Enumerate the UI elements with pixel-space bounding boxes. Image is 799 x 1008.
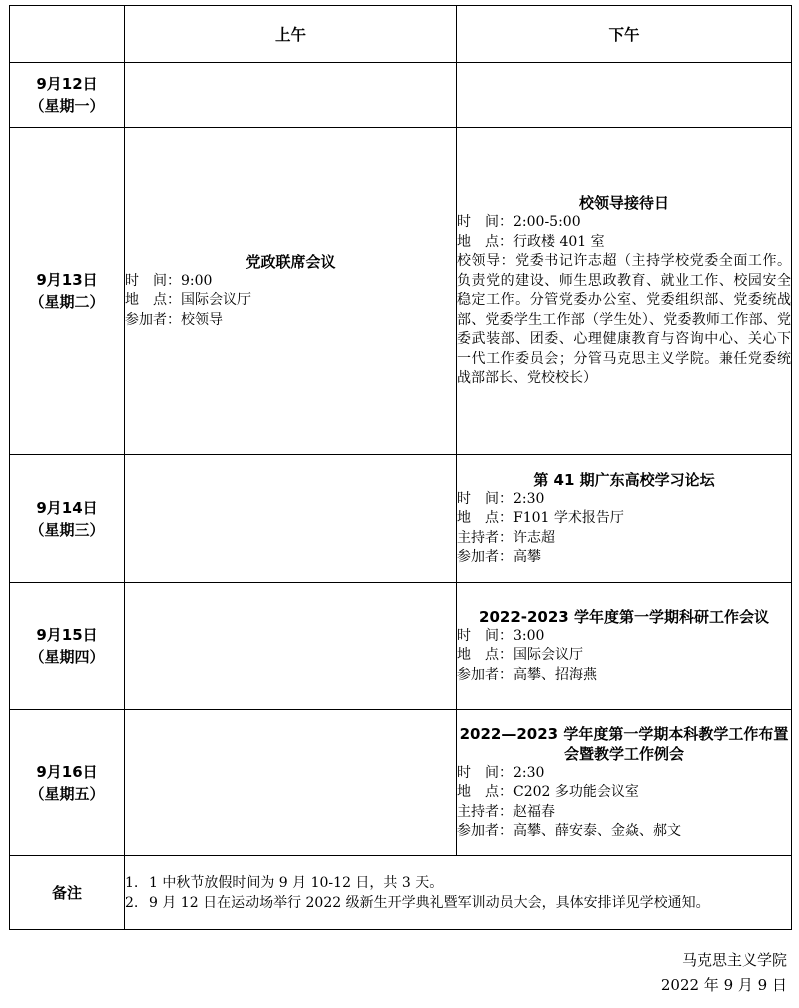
schedule-table xyxy=(9,5,792,930)
event-location: 地 点：国际会议厅 xyxy=(457,647,583,664)
am-cell xyxy=(125,583,457,710)
pm-cell xyxy=(457,583,792,710)
issuing-organization: 马克思主义学院 xyxy=(681,951,787,969)
note-number: 2. xyxy=(125,894,139,911)
pm-cell xyxy=(457,128,792,455)
weekday-label: （星期三） xyxy=(29,520,105,539)
table-row xyxy=(10,583,792,710)
event-location: 地 点：国际会议厅 xyxy=(125,292,251,309)
event-time: 时 间：3:00 xyxy=(457,627,545,644)
header-blank-cell xyxy=(10,6,125,63)
date-cell xyxy=(10,128,125,455)
signature-block xyxy=(661,948,787,998)
table-row xyxy=(10,128,792,455)
date-label: 9月12日 xyxy=(36,75,98,93)
date-cell xyxy=(10,710,125,856)
table-row xyxy=(10,455,792,583)
date-label: 9月14日 xyxy=(36,498,98,517)
table-row xyxy=(10,710,792,856)
note-text: 1 中秋节放假时间为 9 月 10-12 日，共 3 天。 xyxy=(149,874,444,891)
date-label: 9月15日 xyxy=(36,626,98,644)
event-time: 时 间：9:00 xyxy=(125,272,213,289)
weekday-label: （星期四） xyxy=(29,648,105,666)
event-title: 校领导接待日 xyxy=(578,194,669,213)
event-title: 党政联席会议 xyxy=(245,252,336,271)
table-row xyxy=(10,63,792,128)
date-label: 9月16日 xyxy=(36,762,98,781)
weekday-label: （星期五） xyxy=(29,784,105,803)
event-participants: 参加者：校领导 xyxy=(125,311,223,328)
header-pm: 下午 xyxy=(457,6,792,63)
notes-label: 备注 xyxy=(10,856,125,930)
event-participants: 参加者：高攀、招海燕 xyxy=(457,666,597,683)
event-title: 2022—2023 学年度第一学期本科教学工作布置会暨教学工作例会 xyxy=(459,724,789,763)
note-number: 1. xyxy=(125,874,139,891)
event-host: 主持者：赵福春 xyxy=(457,803,555,820)
event-location: 地 点：C202 多功能会议室 xyxy=(457,784,639,800)
event-time: 时 间：2:30 xyxy=(457,490,545,507)
event-title: 2022-2023 学年度第一学期科研工作会议 xyxy=(479,607,769,626)
event-participants: 参加者：高攀、薛安泰、金焱、郝文 xyxy=(457,823,681,839)
note-item xyxy=(125,893,791,913)
notes-cell xyxy=(125,856,792,930)
date-cell xyxy=(10,583,125,710)
date-cell xyxy=(10,63,125,128)
pm-cell xyxy=(457,455,792,583)
header-row xyxy=(10,6,792,63)
event-time: 时 间：2:30 xyxy=(457,764,545,781)
pm-cell xyxy=(457,710,792,856)
am-cell xyxy=(125,63,457,128)
event-time: 时 间：2:00-5:00 xyxy=(457,214,581,231)
am-cell xyxy=(125,128,457,455)
date-cell xyxy=(10,455,125,583)
event-host: 主持者：许志超 xyxy=(457,529,555,546)
event-participants: 参加者：高攀 xyxy=(457,549,541,565)
note-item xyxy=(125,873,791,893)
weekday-label: （星期一） xyxy=(29,97,105,115)
event-location: 地 点：F101 学术报告厅 xyxy=(457,510,624,526)
header-am: 上午 xyxy=(125,6,457,63)
am-cell xyxy=(125,455,457,583)
issue-date: 2022 年 9 月 9 日 xyxy=(660,976,787,994)
date-label: 9月13日 xyxy=(36,271,98,289)
event-location: 地 点：行政楼 401 室 xyxy=(457,233,605,250)
weekday-label: （星期二） xyxy=(29,293,105,311)
note-text: 9 月 12 日在运动场举行 2022 级新生开学典礼暨军训动员大会，具体安排详见学校通知。 xyxy=(149,894,710,911)
am-cell xyxy=(125,710,457,856)
event-leader: 校领导：党委书记许志超（主持学校党委全面工作。负责党的建设、师生思政教育、就业工作、校园安全稳定工作。分管党委办公室、党委组织部、党委统战部、党委学生工作部（学生处）、党委教师工作部、党委武装部、团委、心理健康教育与咨询中心、关心下一代工作委员会；分管马克思主义学院。兼任党委统战部部长、党校校长） xyxy=(457,253,791,387)
pm-cell xyxy=(457,63,792,128)
notes-row xyxy=(10,856,792,930)
event-title: 第 41 期广东高校学习论坛 xyxy=(533,470,715,489)
